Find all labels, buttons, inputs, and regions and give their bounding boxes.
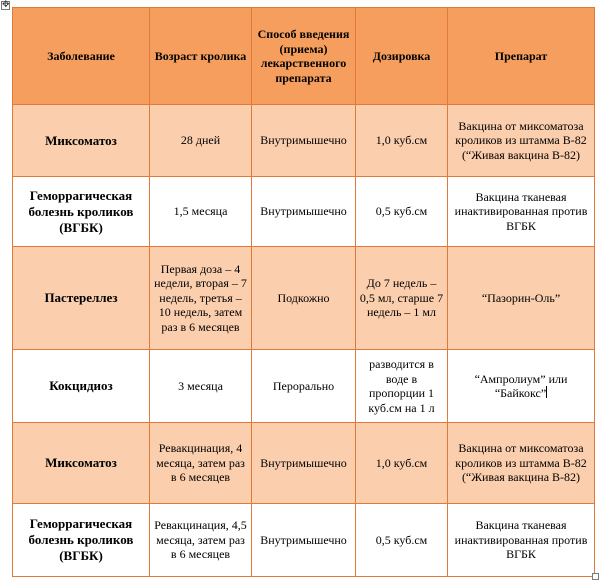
table-move-handle-icon[interactable]: ✥ — [2, 0, 10, 10]
table-row — [13, 350, 595, 423]
cell-disease: Миксоматоз — [13, 423, 150, 504]
table-row — [13, 504, 595, 577]
cell-dose: 1,0 куб.см — [356, 423, 448, 504]
cell-age: 1,5 месяца — [150, 177, 252, 247]
cell-disease: Миксоматоз — [13, 105, 150, 177]
cell-dose: 0,5 куб.см — [356, 504, 448, 577]
cell-drug: Вакцина от миксоматоза кроликов из штамма В-82 (“Живая вакцина В-82) — [448, 105, 595, 177]
table-row — [13, 423, 595, 504]
text-cursor — [546, 386, 547, 398]
cell-method: Внутримышечно — [252, 105, 356, 177]
cell-method: Внутримышечно — [252, 504, 356, 577]
cell-age: Ревакцинация, 4,5 месяца, затем раз в 6 месяцев — [150, 504, 252, 577]
cell-drug: Вакцина тканевая инактивированная против ВГБК — [448, 177, 595, 247]
cell-disease: Кокцидиоз — [13, 350, 150, 423]
header-disease: Заболевание — [13, 8, 150, 105]
cell-dose: 0,5 куб.см — [356, 177, 448, 247]
cell-dose: 1,0 куб.см — [356, 105, 448, 177]
table-resize-handle-icon[interactable] — [592, 573, 599, 580]
vaccination-table — [12, 7, 595, 577]
cell-dose: разводится в воде в пропорции 1 куб.см на 1 л — [356, 350, 448, 423]
cell-disease: Геморрагическая болезнь кроликов (ВГБК) — [13, 177, 150, 247]
cell-disease: Пастереллез — [13, 247, 150, 350]
cell-method: Внутримышечно — [252, 423, 356, 504]
cell-disease: Геморрагическая болезнь кроликов (ВГБК) — [13, 504, 150, 577]
table-row — [13, 247, 595, 350]
cell-method: Перорально — [252, 350, 356, 423]
cell-drug: “Пазорин-Оль” — [448, 247, 595, 350]
header-method: Способ введения (приема) лекарственного препарата — [252, 8, 356, 105]
cell-age: Ревакцинация, 4 месяца, затем раз в 6 месяцев — [150, 423, 252, 504]
header-drug: Препарат — [448, 8, 595, 105]
cell-drug: Вакцина от миксоматоза кроликов из штамма В-82 (“Живая вакцина В-82) — [448, 423, 595, 504]
cell-method: Подкожно — [252, 247, 356, 350]
cell-dose: До 7 недель – 0,5 мл, старше 7 недель – 1 мл — [356, 247, 448, 350]
table-row — [13, 177, 595, 247]
cell-age: 28 дней — [150, 105, 252, 177]
header-age: Возраст кролика — [150, 8, 252, 105]
cell-age: 3 месяца — [150, 350, 252, 423]
cell-method: Внутримышечно — [252, 177, 356, 247]
cell-age: Первая доза – 4 недели, вторая – 7 недель, третья – 10 недель, затем раз в 6 месяцев — [150, 247, 252, 350]
table-header-row — [13, 8, 595, 105]
cell-drug[interactable] — [448, 350, 595, 423]
drug-text: “Ампролиум” или “Байкокс” — [474, 371, 568, 400]
table-row — [13, 105, 595, 177]
header-dose: Дозировка — [356, 8, 448, 105]
cell-drug: Вакцина тканевая инактивированная против ВГБК — [448, 504, 595, 577]
